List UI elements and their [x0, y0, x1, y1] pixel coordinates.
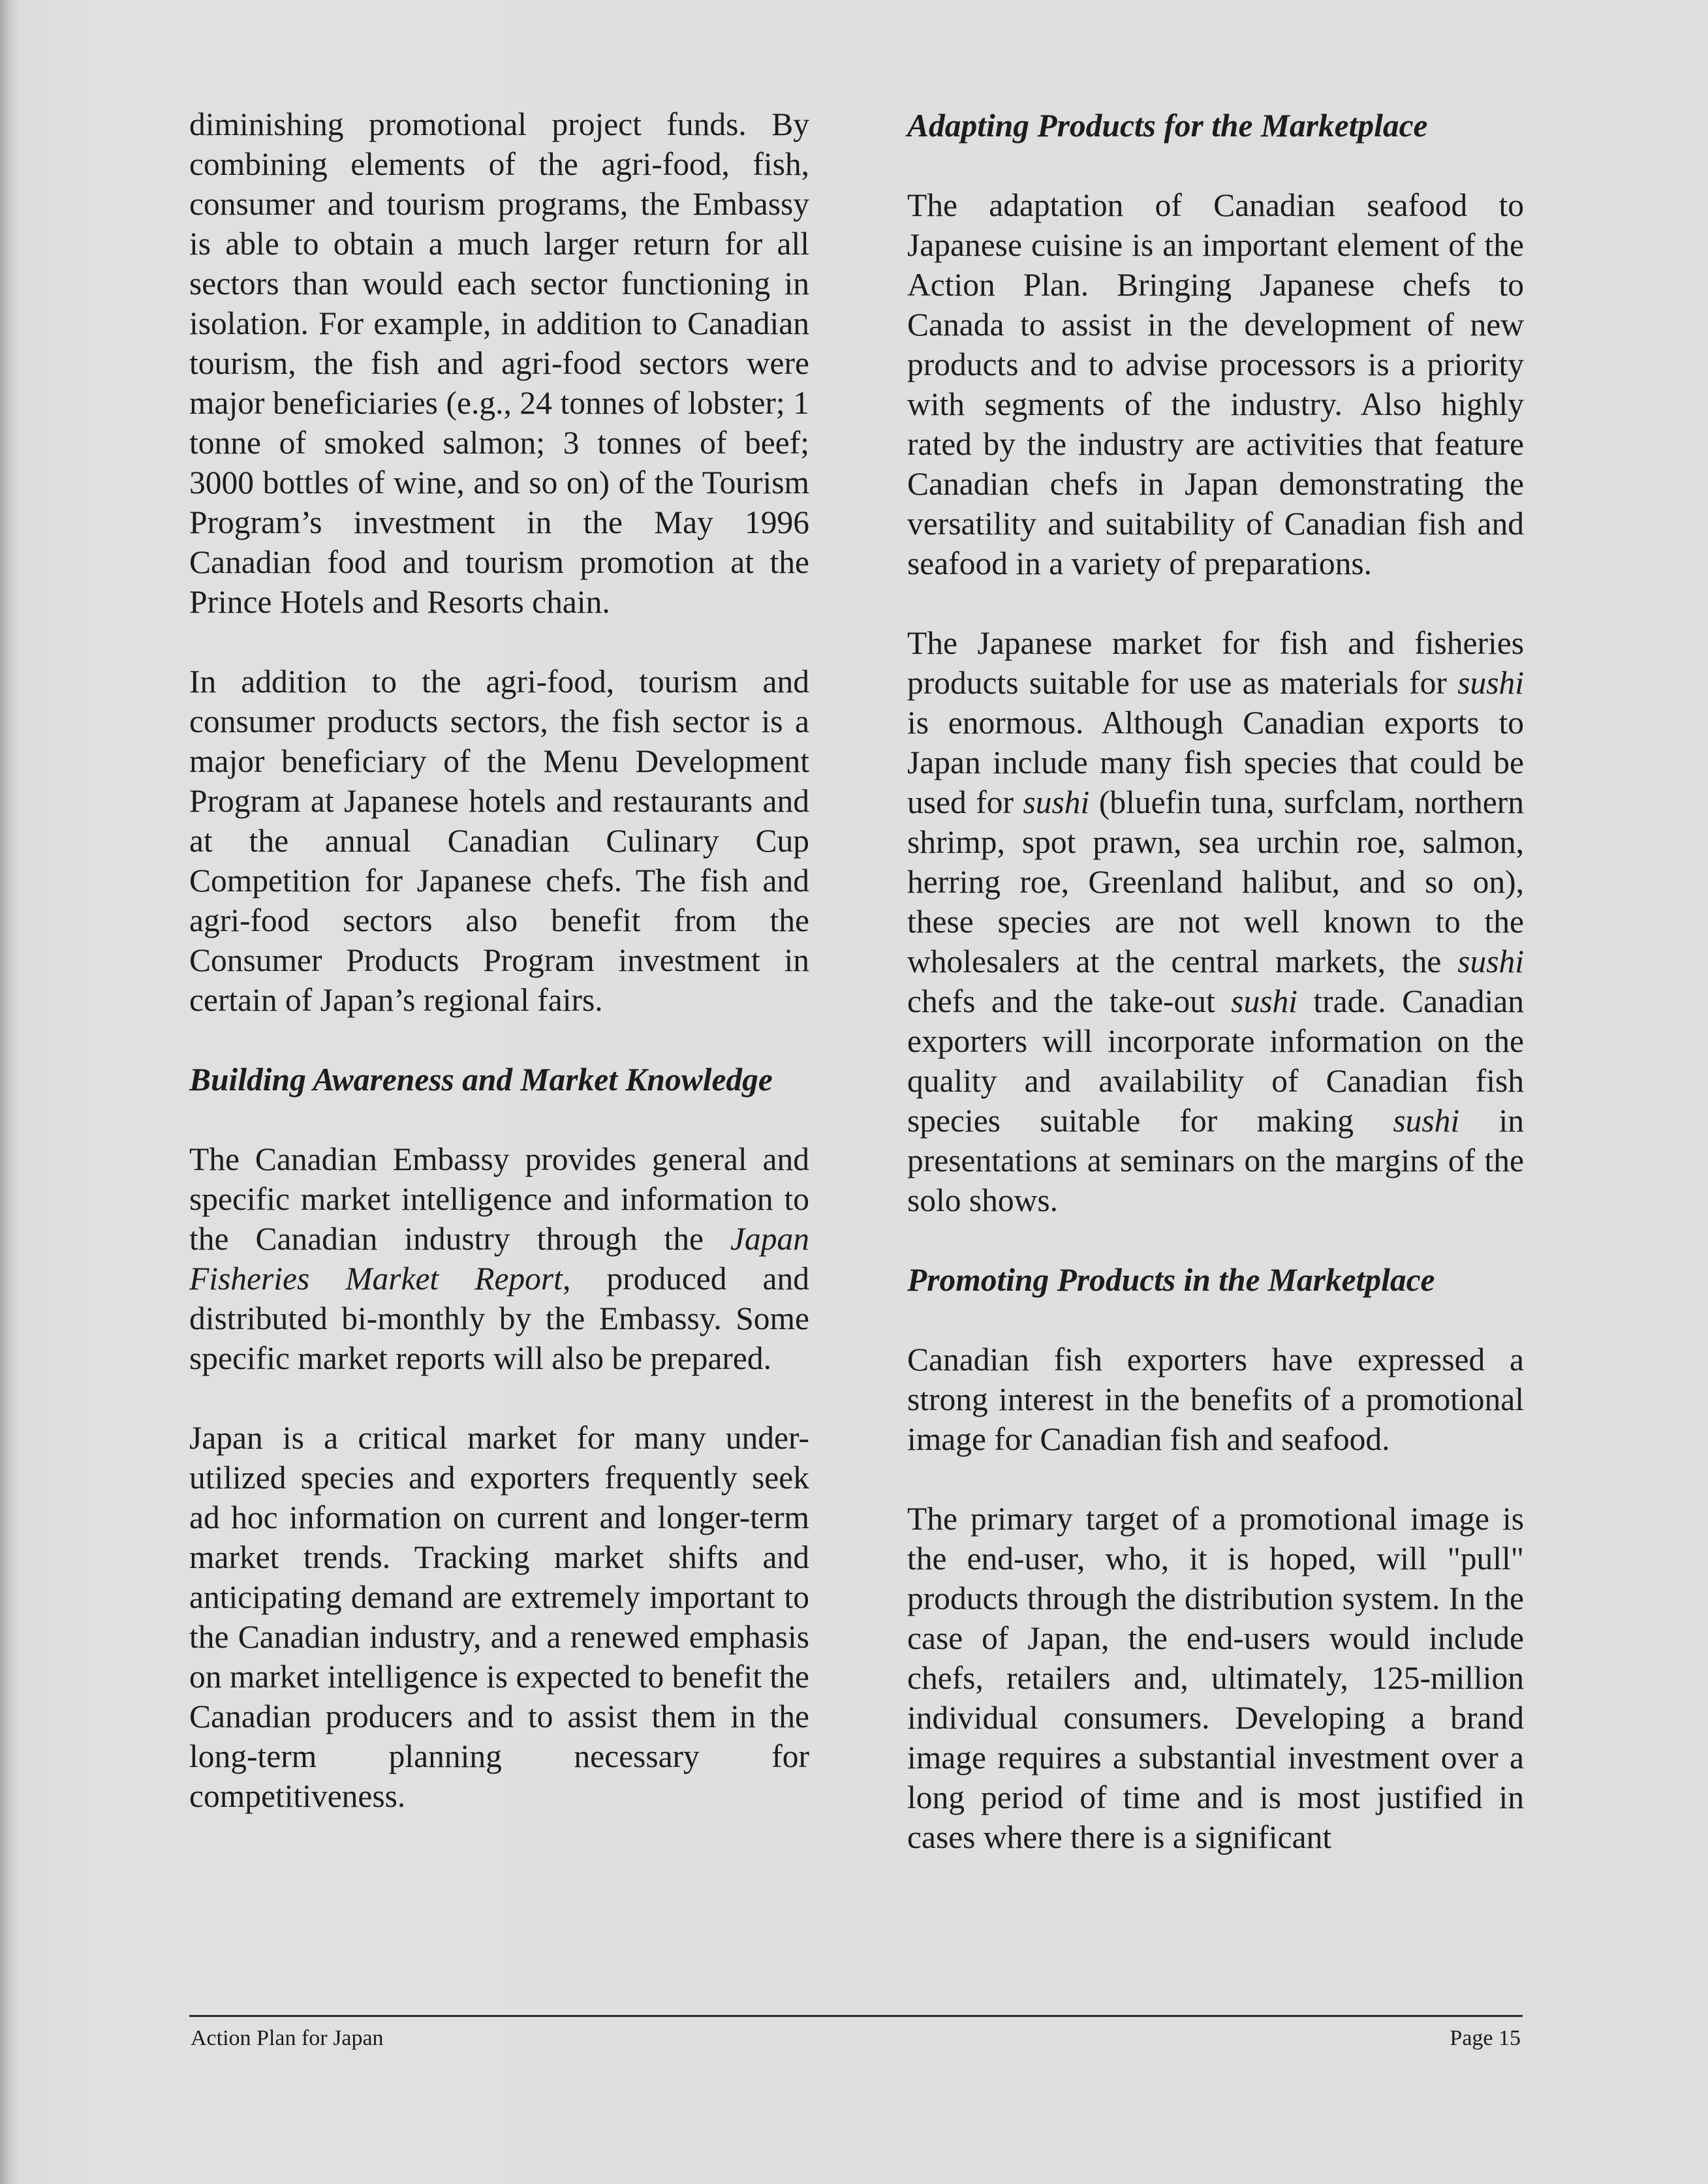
text-run: trade. Canadian exporters will incorporate information on the quality and availability of Canadian fish species suitable for making [907, 983, 1525, 1139]
paragraph [907, 623, 1524, 1220]
text-run: is enormous. Although Canadian exports to Japan include many fish species that could be used for [907, 705, 1524, 820]
section-heading: Promoting Products in the Marketplace [907, 1262, 1435, 1298]
sushi-term: sushi [1393, 1103, 1460, 1139]
text-run: The Canadian Embassy provides general and specific market intelligence and information to the Canadian industry through the [189, 1141, 809, 1257]
paragraph: Japan is a critical market for many under-utilized species and exporters frequently seek ad hoc information on current and longer-term market trends. Tracking market shifts and anticipating demand are extremely important to the Canadian industry, and a renewed emphasis on market intelligence is expected to benefit the Canadian producers and to assist them in the long-term planning necessary for competitiveness. [189, 1420, 809, 1814]
section-heading: Adapting Products for the Marketplace [907, 108, 1428, 144]
footer-document-title: Action Plan for Japan [191, 2026, 384, 2050]
text-run: chefs and the take-out [907, 983, 1232, 1019]
paragraph: The primary target of a promotional image is the end-user, who, it is hoped, will "pull" products through the distribution system. In the case of Japan, the end-users would include chefs, retailers and, ultimately, 125-million individual consumers. Developing a brand image requires a substantial investment over a long period of time and is most justified in cases where there is a significant [907, 1501, 1524, 1855]
left-column [189, 104, 809, 1856]
text-run: in presentations at seminars on the margins of the solo shows. [907, 1103, 1524, 1218]
sushi-term: sushi [1457, 944, 1524, 979]
text-run: (bluefin tuna, surfclam, northern shrimp, spot prawn, sea urchin roe, salmon, herring roe, Greenland halibut, and so on), these species are not well known to the wholesalers at the central markets, the [907, 784, 1524, 979]
paragraph: diminishing promotional project funds. By combining elements of the agri-food, fish, consumer and tourism programs, the Embassy is able to obtain a much larger return for all sectors than would each sector functioning in isolation. For example, in addition to Canadian tourism, the fish and agri-food sectors were major beneficiaries (e.g., 24 tonnes of lobster; 1 tonne of smoked salmon; 3 tonnes of beef; 3000 bottles of wine, and so on) of the Tourism Program’s investment in the May 1996 Canadian food and tourism promotion at the Prince Hotels and Resorts chain. [189, 106, 809, 620]
sushi-term: sushi [1023, 784, 1090, 820]
text-run: , produced and distributed bi-monthly by the Embassy. Some specific market reports will also be prepared. [189, 1261, 809, 1376]
section-heading: Building Awareness and Market Knowledge [189, 1062, 773, 1098]
report-title: Japan Fisheries Market Report [189, 1221, 809, 1297]
sushi-term: sushi [1457, 665, 1524, 701]
right-column [907, 104, 1524, 1897]
footer-divider [189, 2015, 1523, 2017]
paragraph: In addition to the agri-food, tourism and consumer products sectors, the fish sector is a major beneficiary of the Menu Development Program at Japanese hotels and restaurants and at the annual Canadian Culinary Cup Competition for Japanese chefs. The fish and agri-food sectors also benefit from the Consumer Products Program investment in certain of Japan’s regional fairs. [189, 664, 809, 1018]
paragraph [189, 1139, 809, 1378]
text-run: The Japanese market for fish and fisheries products suitable for use as materials for [907, 625, 1524, 701]
page-number: Page 15 [1450, 2026, 1521, 2050]
paragraph: Canadian fish exporters have expressed a strong interest in the benefits of a promotional image for Canadian fish and seafood. [907, 1342, 1524, 1457]
sushi-term: sushi [1231, 983, 1297, 1019]
paragraph: The adaptation of Canadian seafood to Japanese cuisine is an important element of the Action Plan. Bringing Japanese chefs to Canada to assist in the development of new products and to advise processors is a priority with segments of the industry. Also highly rated by the industry are activities that feature Canadian chefs in Japan demonstrating the versatility and suitability of Canadian fish and seafood in a variety of preparations. [907, 187, 1524, 581]
